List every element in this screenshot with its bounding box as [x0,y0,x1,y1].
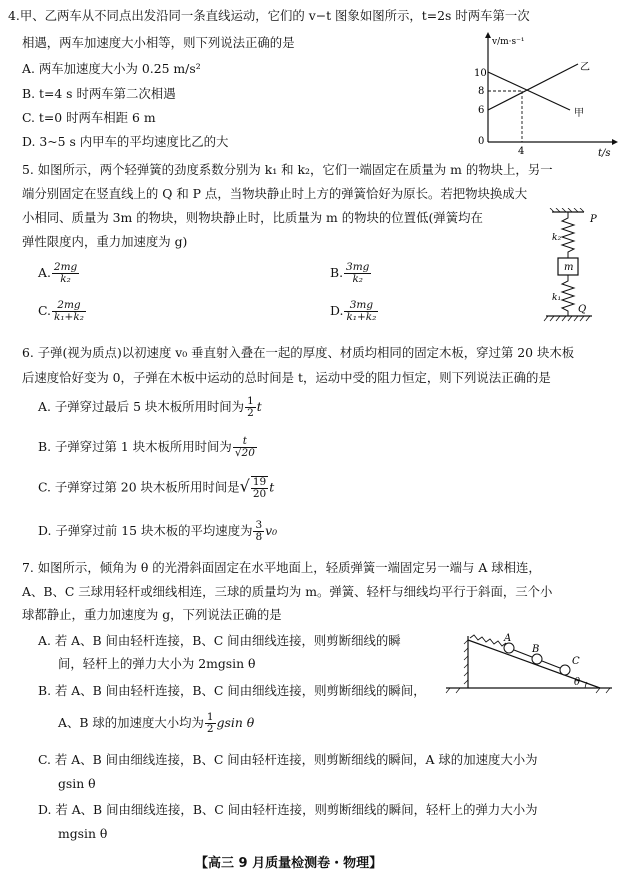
q7-option-c-line1: C. 若 A、B 间由细线连接，B、C 间由轻杆连接，则剪断细线的瞬间，A 球的加速度大小为 [38,752,538,767]
q7-label-c: C [572,656,580,667]
q4-y-axis-label: v/m·s⁻¹ [492,37,525,47]
q4-option-b: B. t=4 s 时两车第二次相遇 [22,86,176,101]
q4-vt-graph [470,30,620,160]
q4-stem-line1: 4.甲、乙两车从不同点出发沿同一条直线运动，它们的 v−t 图象如图所示，t=2s 时两车第一次 [8,8,530,23]
q4-option-c: C. t=0 时两车相距 6 m [22,110,156,125]
q4-stem-line2: 相遇，两车加速度大小相等，则下列说法正确的是 [22,35,295,50]
q7-spring [470,635,506,646]
q7-stem-line1: 7. 如图所示，倾角为 θ 的光滑斜面固定在水平地面上，轻质弹簧一端固定另一端与 A 球相连， [22,560,541,575]
q4-line-yi [488,64,578,110]
q5-option-d: D. $\frac{3mg}{\text{k₁+k₂}}$ [330,299,377,323]
q4-label-jia: 甲 [574,108,584,119]
q4-tick-10: 10 [474,68,487,79]
q5-spring-k2 [562,212,574,258]
q7-incline-figure [440,632,615,694]
q7-option-b-line1: B. 若 A、B 间由轻杆连接，B、C 间由细线连接，则剪断细线的瞬间， [38,683,426,698]
q7-option-b-line2: A、B 球的加速度大小均为 $\frac{1}{2}$ gsin θ [58,711,255,735]
q5-option-b: B. $\frac{3mg}{\text{k₂}}$ [330,261,370,285]
q7-label-a: A [504,633,512,644]
q4-tick-6: 6 [478,105,485,116]
q7-ball-b [532,654,542,664]
q7-option-d-line2: mgsin θ [58,826,108,841]
q5-stem-line3: 小相同、质量为 3m 的物块，则物块静止时，比质量为 m 的物块的位置低(弹簧均在 [22,210,483,225]
q5-label-k2: k₂ [552,233,562,243]
page-footer: 【高三 9 月质量检测卷・物理】 [195,856,383,871]
q7-label-theta: θ [574,677,581,688]
q7-option-a-line1: A. 若 A、B 间由轻杆连接，B、C 间由细线连接，则剪断细线的瞬 [38,633,401,648]
q5-label-p: P [590,214,597,225]
q5-stem-line1: 5. 如图所示，两个轻弹簧的劲度系数分别为 k₁ 和 k₂，它们一端固定在质量为 m 的物块上，另一 [22,162,553,177]
q4-option-a: A. 两车加速度大小为 0.25 m/s² [22,61,201,76]
q5-option-a: A. $\frac{2mg}{\text{k₂}}$ [38,261,78,285]
q7-link-bc [542,661,560,668]
q4-origin-label: 0 [478,136,485,147]
q6-option-b: B. 子弹穿过第 1 块木板所用时间为 $\frac{t}{√20}$ [38,435,255,459]
q5-stem-line4: 弹性限度内，重力加速度为 g) [22,234,188,249]
q4-x-axis-label: t/s [598,148,611,159]
q5-label-m: m [564,262,574,273]
q7-option-a-line2: 间，轻杆上的弹力大小为 2mgsin θ [58,656,256,671]
q4-option-d: D. 3~5 s 内甲车的平均速度比乙的大 [22,134,229,149]
q7-stem-line3: 球都静止，重力加速度为 g，下列说法正确的是 [22,607,282,622]
q5-spring-figure [540,208,612,326]
q6-stem-line2: 后速度恰好变为 0，子弹在木板中运动的总时间是 t，运动中受的阻力恒定，则下列说法正确的是 [22,370,551,385]
q5-spring-k1 [562,275,574,316]
q4-tick-8: 8 [478,86,485,97]
q5-option-c: C. $\frac{2mg}{\text{k₁+k₂}}$ [38,299,84,323]
q4-tick-x4: 4 [518,146,525,157]
q6-option-c: C. 子弹穿过第 20 块木板所用时间是√ $\frac{19}{20}$ t [38,476,275,500]
q7-link-ab [514,650,532,657]
q5-label-k1: k₁ [552,293,562,303]
q5-stem-line2: 端分别固定在竖直线上的 Q 和 P 点，当物块静止时上方的弹簧恰好为原长。若把物块换成大 [22,186,528,201]
q7-label-b: B [532,644,540,655]
q6-stem-line1: 6. 子弹(视为质点)以初速度 v₀ 垂直射入叠在一起的厚度、材质均相同的固定木板，穿过第 20 块木板 [22,345,575,360]
q7-ball-c [560,665,570,675]
q7-stem-line2: A、B、C 三球用轻杆或细线相连，三球的质量均为 m。弹簧、轻杆与细线均平行于斜面，三个小 [22,584,553,599]
q7-ball-a [504,643,514,653]
q7-option-d-line1: D. 若 A、B 间由细线连接，B、C 间由轻杆连接，则剪断细线的瞬间，轻杆上的弹力大小为 [38,802,538,817]
q6-option-a: A. 子弹穿过最后 5 块木板所用时间为 $\frac{1}{2}$ t [38,395,262,419]
q6-option-d: D. 子弹穿过前 15 块木板的平均速度为 $\frac{3}{8}$ v₀ [38,519,278,543]
q4-label-yi: 乙 [580,62,590,73]
q7-option-c-line2: gsin θ [58,776,96,791]
q5-label-q: Q [578,304,587,315]
